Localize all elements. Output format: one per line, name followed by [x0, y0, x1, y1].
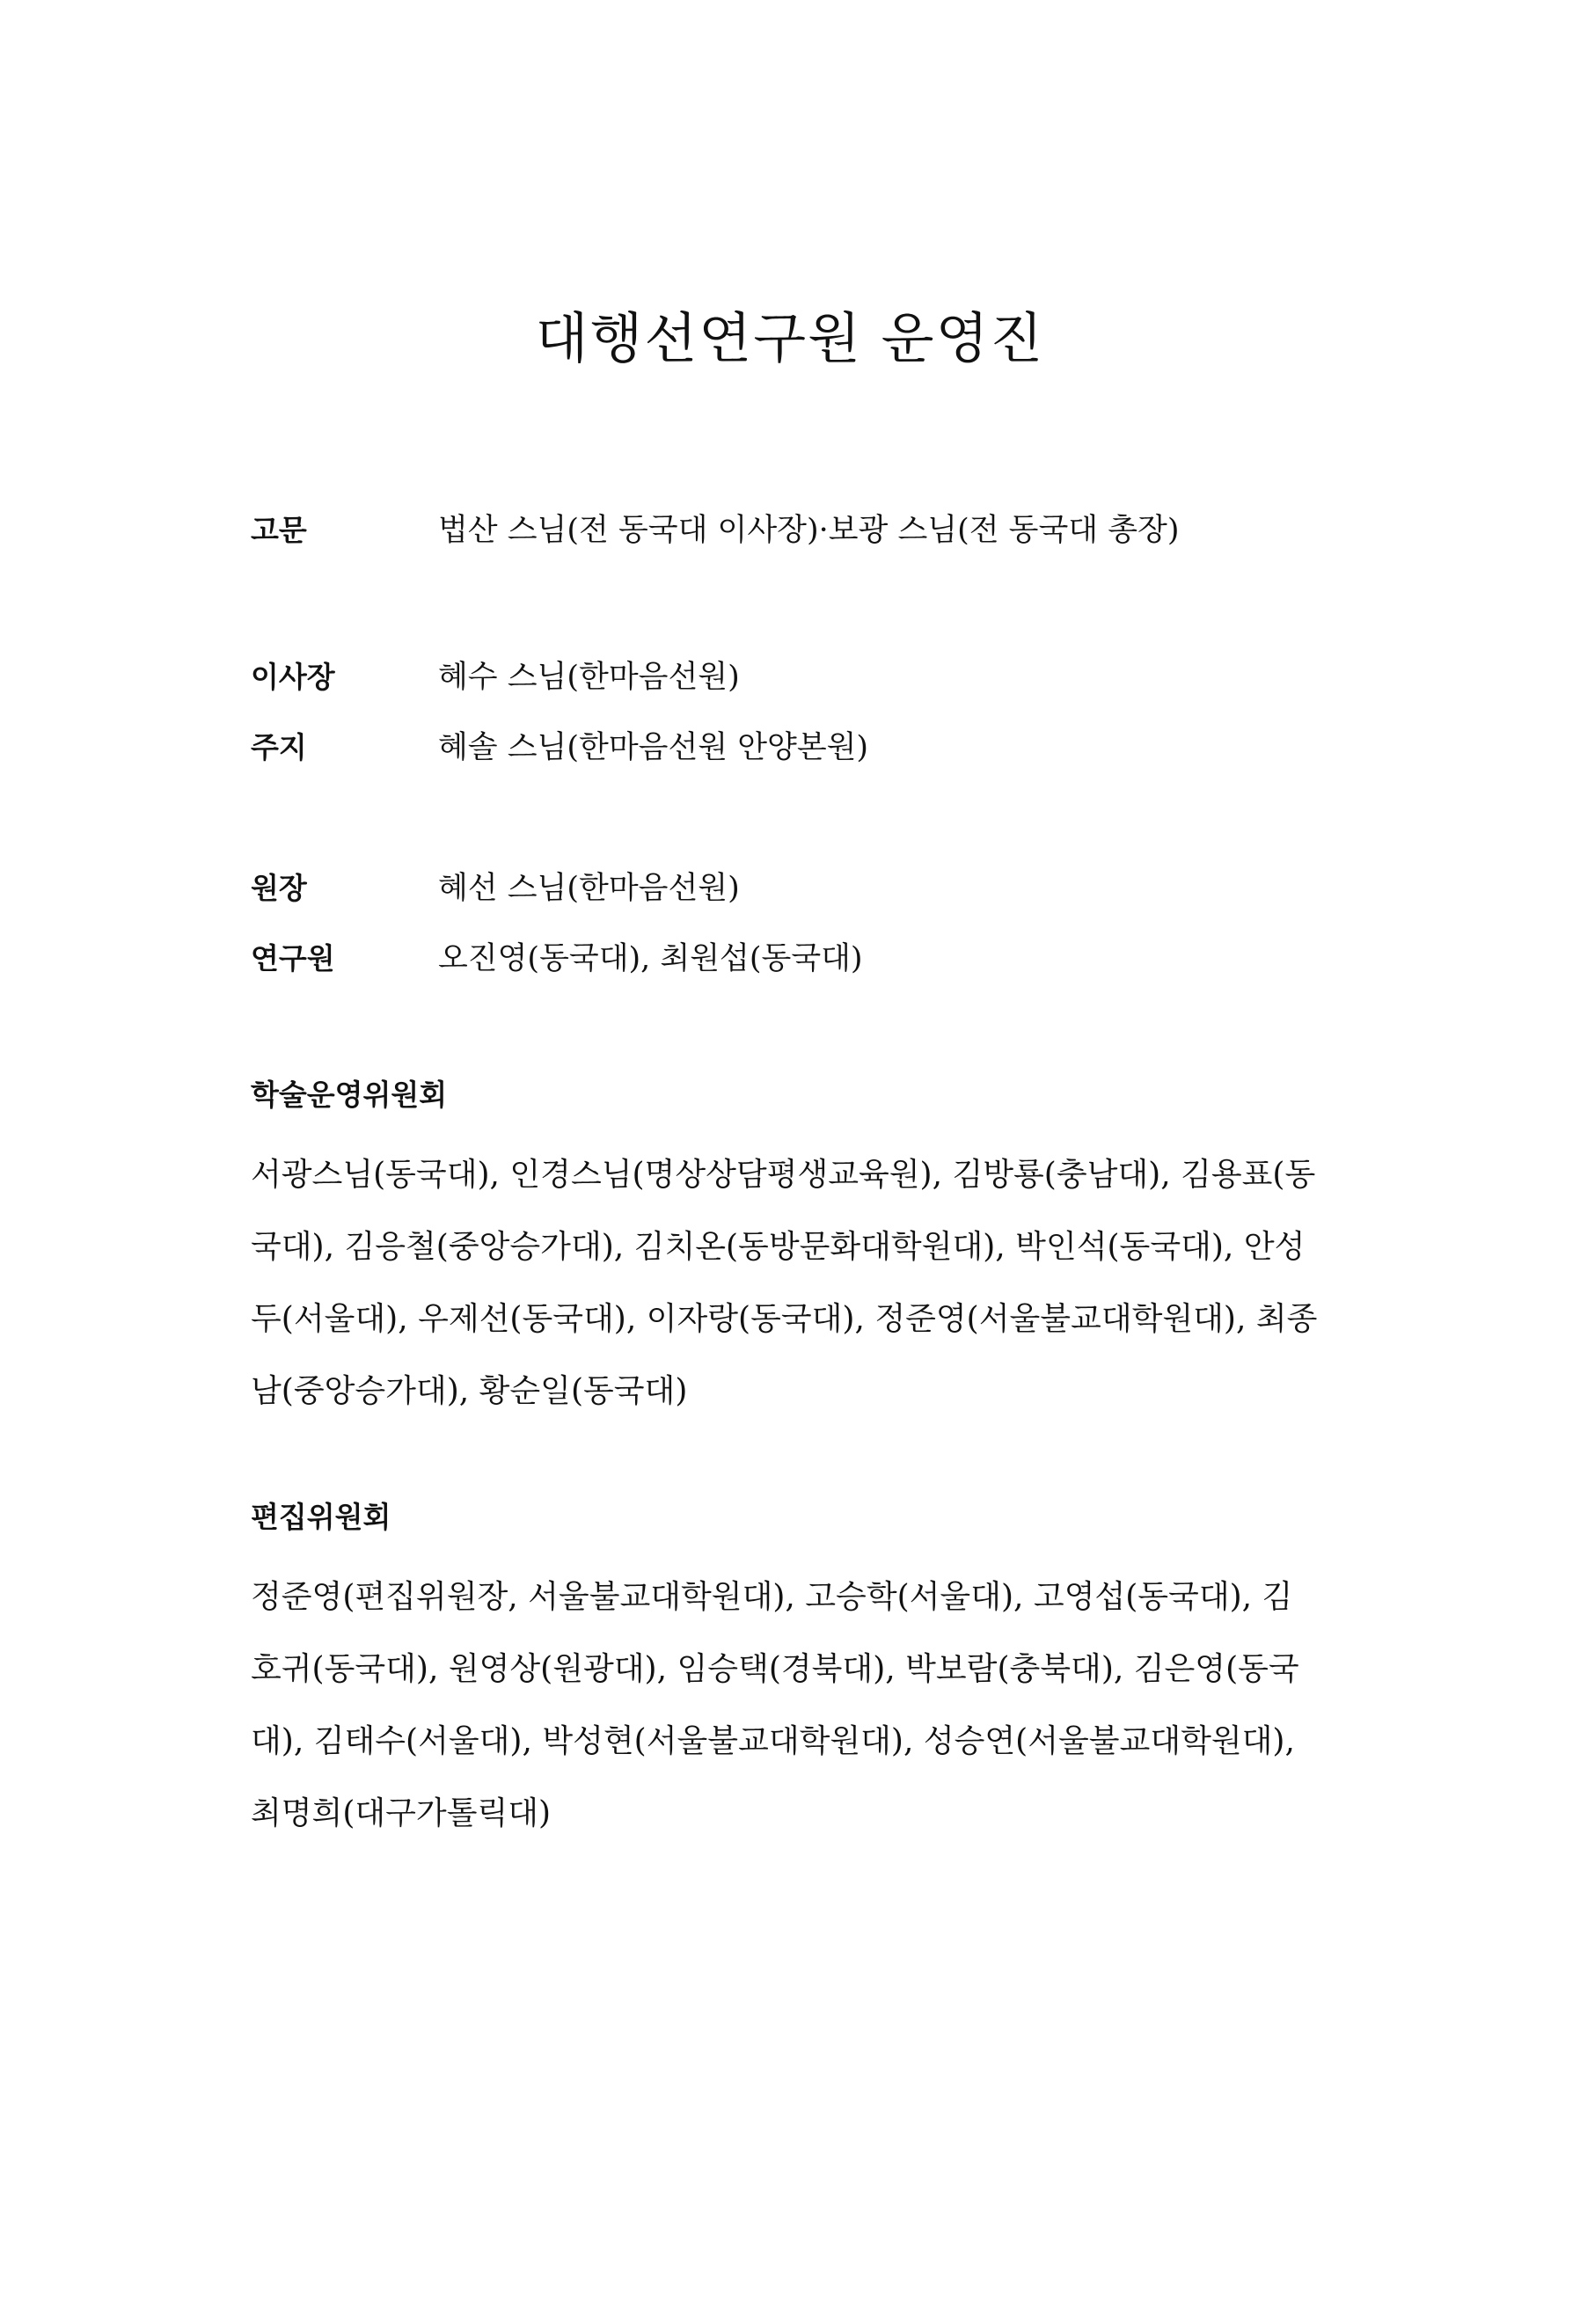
academic-committee-line: 서광스님(동국대), 인경스님(명상상담평생교육원), 김방룡(충남대), 김용표(동: [251, 1157, 1316, 1193]
academic-committee-line: 국대), 김응철(중앙승가대), 김치온(동방문화대학원대), 박인석(동국대), 안성: [251, 1229, 1306, 1265]
editorial-committee-line: 대), 김태수(서울대), 박성현(서울불교대학원대), 성승연(서울불교대학원대),: [251, 1723, 1295, 1759]
director-label: 원장: [251, 871, 307, 905]
advisors-value: 법산 스님(전 동국대 이사장)·보광 스님(전 동국대 총장): [438, 513, 1180, 548]
page-title: 대행선연구원 운영진: [535, 306, 1045, 370]
researchers-value: 오진영(동국대), 최원섭(동국대): [438, 941, 863, 976]
chairman-label: 이사장: [251, 660, 335, 694]
advisors-label: 고문: [251, 513, 307, 547]
researchers-label: 연구원: [251, 941, 335, 976]
editorial-committee-members: [251, 1561, 1333, 1850]
academic-committee-line: 남(중앙승가대), 황순일(동국대): [251, 1373, 688, 1409]
director-value: 혜선 스님(한마음선원): [438, 871, 740, 906]
academic-committee-heading: 학술운영위원회: [251, 1078, 448, 1112]
advisors-row: [251, 508, 1333, 561]
abbot-value: 혜솔 스님(한마음선원 안양본원): [438, 730, 869, 765]
editorial-committee-line: 호귀(동국대), 원영상(원광대), 임승택(경북대), 박보람(충북대), 김은영(동국: [251, 1651, 1299, 1687]
editorial-committee-line: 정준영(편집위원장, 서울불교대학원대), 고승학(서울대), 고영섭(동국대), 김: [251, 1579, 1293, 1615]
editorial-committee-heading: 편집위원회: [251, 1500, 391, 1534]
researchers-row: [251, 937, 1333, 990]
chairman-value: 혜수 스님(한마음선원): [438, 660, 740, 695]
director-row: [251, 866, 1333, 919]
abbot-label: 주지: [251, 730, 307, 764]
abbot-row: [251, 726, 1333, 778]
chairman-row: [251, 655, 1333, 708]
academic-committee-members: [251, 1139, 1333, 1428]
academic-committee-line: 두(서울대), 우제선(동국대), 이자랑(동국대), 정준영(서울불교대학원대), 최종: [251, 1301, 1318, 1337]
editorial-committee-line: 최명희(대구가톨릭대): [251, 1795, 552, 1831]
